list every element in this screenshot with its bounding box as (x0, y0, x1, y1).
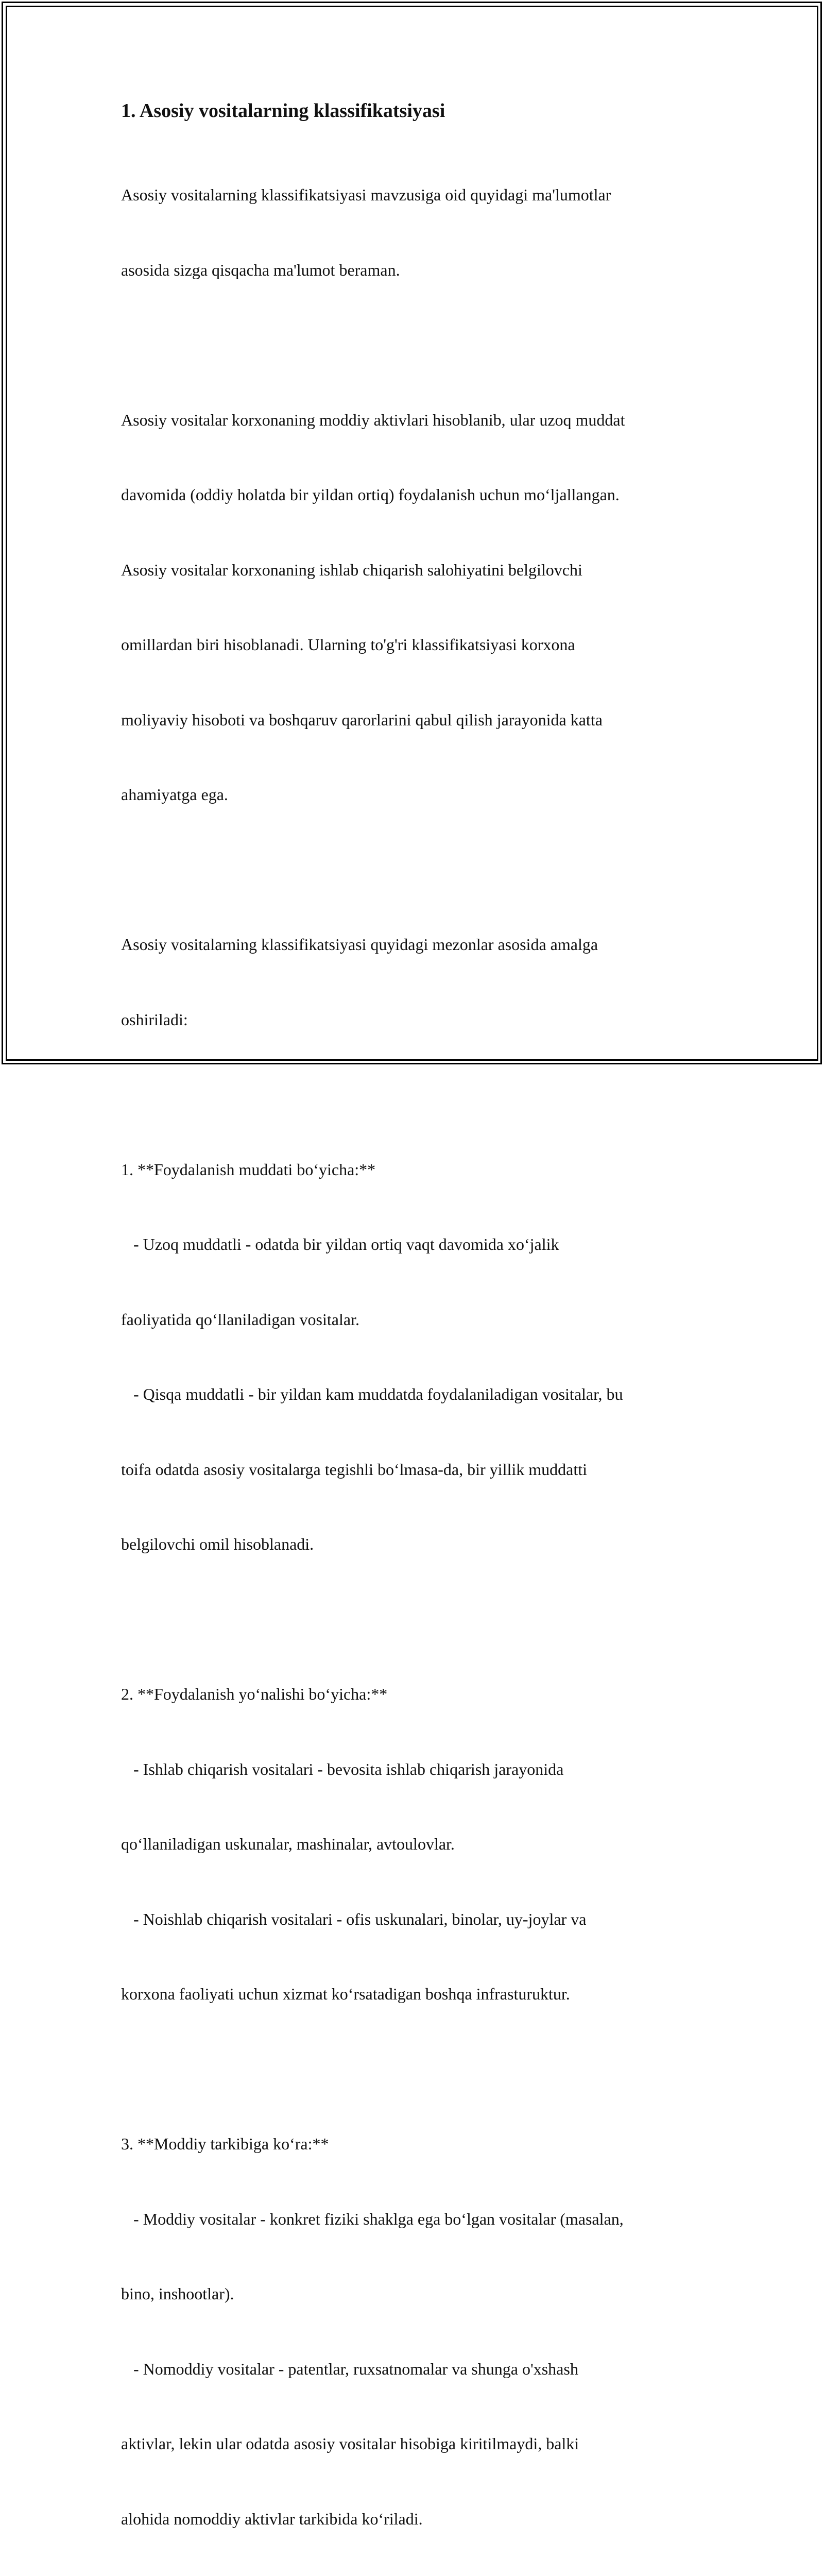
text-line: davomida (oddiy holatda bir yildan ortiq) foydalanish uchun mo‘ljallangan. (121, 485, 620, 504)
list-item-line: korxona faoliyati uchun xizmat ko‘rsatadigan boshqa infrasturuktur. (121, 1985, 570, 2003)
list-section-duration (121, 1107, 708, 1607)
text-line: Asosiy vositalar korxonaning moddiy aktivlari hisoblanib, ular uzoq muddat (121, 410, 625, 429)
list-item-line: - Noishlab chiqarish vositalari - ofis uskunalari, binolar, uy-joylar va (121, 1909, 587, 1928)
list-item-line: bino, inshootlar). (121, 2284, 234, 2303)
section-heading: 2. **Foydalanish yo‘nalishi bo‘yicha:** (121, 1685, 388, 1703)
list-section-material (121, 2081, 708, 2576)
text-line: Asosiy vositalarning klassifikatsiyasi quyidagi mezonlar asosida amalga (121, 935, 598, 954)
text-line: moliyaviy hisoboti va boshqaruv qarorlarini qabul qilish jarayonida katta (121, 710, 603, 729)
list-item-line: - Uzoq muddatli - odatda bir yildan ortiq vaqt davomida xo‘jalik (121, 1235, 559, 1253)
list-item-line: belgilovchi omil hisoblanadi. (121, 1535, 314, 1553)
list-item-line: - Qisqa muddatli - bir yildan kam muddatda foydalaniladigan vositalar, bu (121, 1385, 623, 1403)
paragraph-definition (121, 358, 708, 857)
paragraph-criteria-intro (121, 882, 708, 1082)
list-item-line: - Ishlab chiqarish vositalari - bevosita ishlab chiqarish jarayonida (121, 1759, 564, 1778)
text-line: ahamiyatga ega. (121, 785, 228, 804)
text-line: oshiriladi: (121, 1010, 188, 1029)
document-body (121, 95, 708, 2576)
document-title: 1. Asosiy vositalarning klassifikatsiyasi (121, 100, 445, 122)
list-item-line: aktivlar, lekin ular odatda asosiy vositalar hisobiga kiritilmaydi, balki (121, 2434, 579, 2453)
text-line: asosida sizga qisqacha ma'lumot beraman. (121, 260, 400, 279)
list-item-line: toifa odatda asosiy vositalarga tegishli bo‘lmasa-da, bir yillik muddatti (121, 1460, 587, 1479)
list-item-line: - Moddiy vositalar - konkret fiziki shaklga ega bo‘lgan vositalar (masalan, (121, 2209, 624, 2228)
text-line: Asosiy vositalarning klassifikatsiyasi mavzusiga oid quyidagi ma'lumotlar (121, 185, 611, 204)
text-line: Asosiy vositalar korxonaning ishlab chiqarish salohiyatini belgilovchi (121, 560, 582, 579)
list-item-line: - Nomoddiy vositalar - patentlar, ruxsatnomalar va shunga o'xshash (121, 2359, 578, 2378)
paragraph-intro (121, 132, 708, 332)
section-heading: 3. **Moddiy tarkibiga ko‘ra:** (121, 2134, 329, 2153)
text-line: omillardan biri hisoblanadi. Ularning to'g'ri klassifikatsiyasi korxona (121, 635, 575, 654)
list-section-direction (121, 1632, 708, 2057)
list-item-line: qo‘llaniladigan uskunalar, mashinalar, avtoulovlar. (121, 1835, 455, 1853)
section-heading: 1. **Foydalanish muddati bo‘yicha:** (121, 1160, 376, 1179)
list-item-line: faoliyatida qo‘llaniladigan vositalar. (121, 1310, 359, 1329)
list-item-line: alohida nomoddiy aktivlar tarkibida ko‘riladi. (121, 2509, 423, 2528)
